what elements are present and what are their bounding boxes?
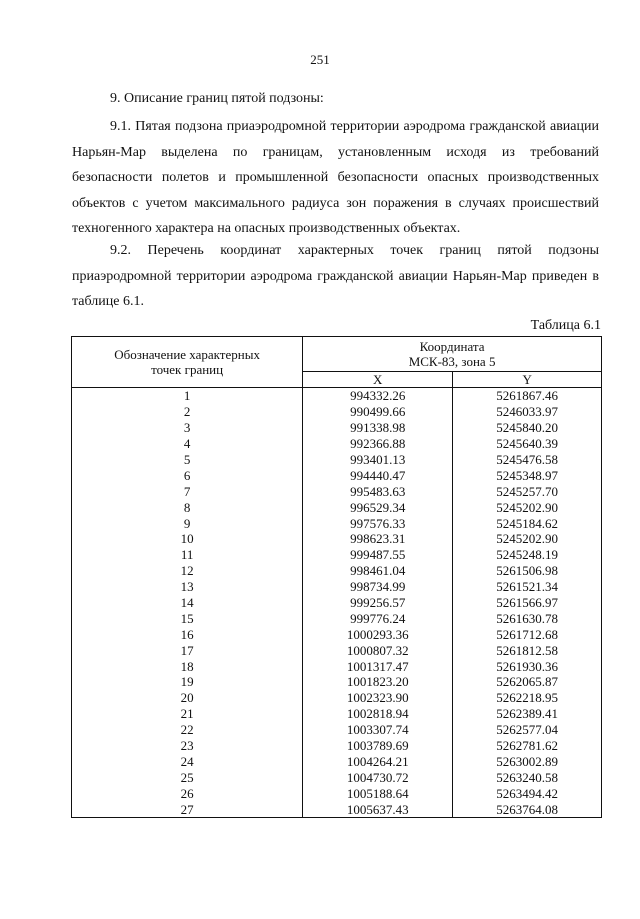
x-coordinate-cell: 998623.31 [303,531,453,547]
header-y: Y [453,372,602,388]
y-coordinate-cell: 5261867.46 [453,388,602,404]
page-number: 251 [310,52,330,67]
point-number-cell: 19 [72,674,303,690]
point-number-cell: 26 [72,785,303,801]
table-row [72,563,602,579]
x-coordinate-cell: 1001823.20 [303,674,453,690]
x-coordinate-cell: 993401.13 [303,452,453,468]
point-number-cell: 21 [72,706,303,722]
x-coordinate-cell: 998734.99 [303,579,453,595]
point-number-cell: 7 [72,483,303,499]
x-coordinate-cell: 1003789.69 [303,738,453,754]
y-coordinate-cell: 5263002.89 [453,753,602,769]
table-row [72,690,602,706]
x-coordinate-cell: 996529.34 [303,499,453,515]
point-number-cell: 4 [72,436,303,452]
y-coordinate-cell: 5261506.98 [453,563,602,579]
x-coordinate-cell: 1005637.43 [303,801,453,817]
y-coordinate-cell: 5262065.87 [453,674,602,690]
table-row [72,388,602,404]
table-row [72,801,602,817]
point-number-cell: 20 [72,690,303,706]
table-row [72,785,602,801]
table-row [72,706,602,722]
point-number-cell: 25 [72,769,303,785]
table-row [72,483,602,499]
point-number-cell: 6 [72,467,303,483]
header-coordinate-system: МСК-83, зона 5 [408,354,496,369]
x-coordinate-cell: 1001317.47 [303,658,453,674]
point-number-cell: 8 [72,499,303,515]
x-coordinate-cell: 999487.55 [303,547,453,563]
point-number-cell: 16 [72,626,303,642]
x-coordinate-cell: 991338.98 [303,420,453,436]
point-number-cell: 13 [72,579,303,595]
y-coordinate-cell: 5245202.90 [453,499,602,515]
x-coordinate-cell: 997576.33 [303,515,453,531]
table-row [72,674,602,690]
x-coordinate-cell: 992366.88 [303,436,453,452]
table-row [72,595,602,611]
y-coordinate-cell: 5261566.97 [453,595,602,611]
x-coordinate-cell: 994332.26 [303,388,453,404]
x-coordinate-cell: 1005188.64 [303,785,453,801]
y-coordinate-cell: 5245348.97 [453,467,602,483]
point-number-cell: 24 [72,753,303,769]
y-coordinate-cell: 5263764.08 [453,801,602,817]
y-coordinate-cell: 5246033.97 [453,404,602,420]
table-row [72,452,602,468]
coordinates-table [71,336,602,818]
point-number-cell: 27 [72,801,303,817]
paragraph-9-2: 9.2. Перечень координат характерных точек границ пятой подзоны приаэродромной территории аэродрома гражданской авиации Нарьян-Мар приведен в таблице 6.1. [72,243,599,310]
table-row [72,738,602,754]
y-coordinate-cell: 5245202.90 [453,531,602,547]
y-coordinate-cell: 5245248.19 [453,547,602,563]
y-coordinate-cell: 5245184.62 [453,515,602,531]
table-row [72,420,602,436]
table-row [72,436,602,452]
y-coordinate-cell: 5263494.42 [453,785,602,801]
x-coordinate-cell: 998461.04 [303,563,453,579]
x-coordinate-cell: 1002818.94 [303,706,453,722]
table-row [72,626,602,642]
y-coordinate-cell: 5245476.58 [453,452,602,468]
y-coordinate-cell: 5263240.58 [453,769,602,785]
paragraph-9-1: 9.1. Пятая подзона приаэродромной территории аэродрома гражданской авиации Нарьян-Мар выделена по границам, установленным исходя из требований безопасности полетов и промышленной безопасности опасных производственных объектов с учетом максимального радиуса зон поражения в случаях происшествий техногенного характера на опасных производственных объектах. [72,119,599,237]
point-number-cell: 9 [72,515,303,531]
x-coordinate-cell: 1003307.74 [303,722,453,738]
table-row [72,642,602,658]
section-heading: 9. Описание границ пятой подзоны: [110,91,324,106]
table-row [72,579,602,595]
y-coordinate-cell: 5262218.95 [453,690,602,706]
table-row [72,499,602,515]
x-coordinate-cell: 1000293.36 [303,626,453,642]
x-coordinate-cell: 1000807.32 [303,642,453,658]
x-coordinate-cell: 1002323.90 [303,690,453,706]
y-coordinate-cell: 5261812.58 [453,642,602,658]
table-caption: Таблица 6.1 [530,318,601,333]
table-row [72,769,602,785]
table-row [72,610,602,626]
y-coordinate-cell: 5261630.78 [453,610,602,626]
x-coordinate-cell: 994440.47 [303,467,453,483]
x-coordinate-cell: 1004264.21 [303,753,453,769]
point-number-cell: 2 [72,404,303,420]
point-number-cell: 14 [72,595,303,611]
y-coordinate-cell: 5262389.41 [453,706,602,722]
x-coordinate-cell: 995483.63 [303,483,453,499]
point-number-cell: 23 [72,738,303,754]
header-coordinate [303,337,602,372]
point-number-cell: 18 [72,658,303,674]
x-coordinate-cell: 999776.24 [303,610,453,626]
y-coordinate-cell: 5261930.36 [453,658,602,674]
table-body [72,388,602,818]
x-coordinate-cell: 999256.57 [303,595,453,611]
y-coordinate-cell: 5262781.62 [453,738,602,754]
table-row [72,404,602,420]
table-row [72,547,602,563]
x-coordinate-cell: 1004730.72 [303,769,453,785]
point-number-cell: 22 [72,722,303,738]
y-coordinate-cell: 5245257.70 [453,483,602,499]
x-coordinate-cell: 990499.66 [303,404,453,420]
point-number-cell: 3 [72,420,303,436]
point-number-cell: 10 [72,531,303,547]
table-row [72,515,602,531]
table-row [72,531,602,547]
point-number-cell: 1 [72,388,303,404]
y-coordinate-cell: 5245640.39 [453,436,602,452]
point-number-cell: 15 [72,610,303,626]
y-coordinate-cell: 5262577.04 [453,722,602,738]
y-coordinate-cell: 5261521.34 [453,579,602,595]
table-row [72,753,602,769]
table-row [72,467,602,483]
header-points: Обозначение характерных точек границ [72,337,303,388]
table-row [72,658,602,674]
y-coordinate-cell: 5245840.20 [453,420,602,436]
point-number-cell: 5 [72,452,303,468]
table-row [72,722,602,738]
y-coordinate-cell: 5261712.68 [453,626,602,642]
header-x: X [303,372,453,388]
point-number-cell: 17 [72,642,303,658]
point-number-cell: 12 [72,563,303,579]
header-coordinate-title: Координата [419,339,485,354]
point-number-cell: 11 [72,547,303,563]
